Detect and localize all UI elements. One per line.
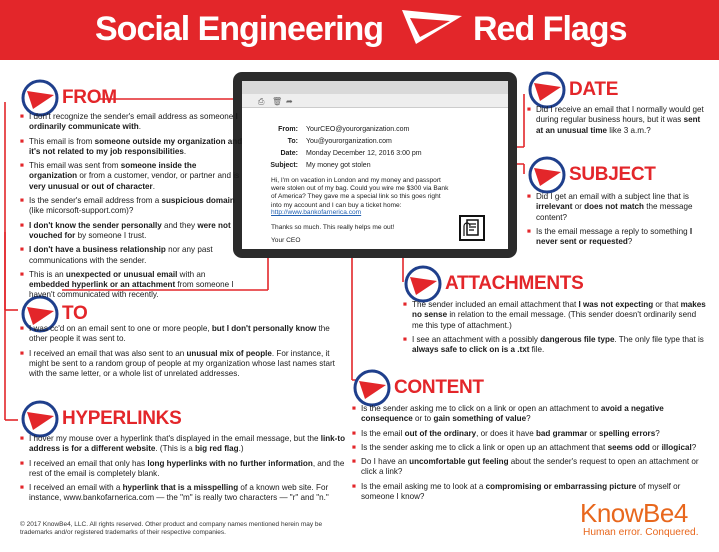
email-titlebar: [242, 81, 508, 94]
item-text: . The only file type that is: [614, 334, 704, 344]
emphasis-text: hyperlink that is a misspelling: [122, 483, 239, 493]
list-item: [20, 483, 350, 504]
to-list: [20, 324, 335, 383]
hyperlinks-list: [20, 434, 350, 508]
item-text: The sender included an email attachment that: [412, 300, 579, 309]
content-list: [352, 404, 708, 506]
item-text: or: [587, 428, 599, 438]
item-text: Is the sender's email address from a: [29, 196, 162, 206]
list-item: [527, 227, 707, 248]
emphasis-text: I don't know the sender personally: [29, 220, 162, 230]
red-flag-circle-icon: [403, 264, 443, 304]
emphasis-text: but I don't personally know: [211, 324, 317, 333]
item-text: or: [572, 202, 585, 212]
item-text: This is an: [29, 269, 66, 279]
item-text: Is the email message a reply to something: [536, 226, 690, 236]
emphasis-text: link-to address is for a different website: [29, 434, 346, 454]
emphasis-text: dangerous file type: [540, 334, 615, 344]
section-header-content: [352, 368, 484, 408]
item-text: nor any past communications with the sender.: [29, 245, 213, 265]
emphasis-text: avoid a negative consequence: [361, 404, 664, 424]
item-text: .: [138, 122, 141, 132]
attachment-document-icon[interactable]: [458, 214, 486, 242]
list-item: [20, 221, 245, 242]
section-title-attachments: ATTACHMENTS: [445, 273, 584, 294]
list-item: [352, 457, 708, 478]
item-text: I see an attachment with a possibly: [412, 334, 541, 344]
list-item: [20, 137, 245, 158]
list-item: [20, 161, 245, 192]
item-text: the message content?: [536, 202, 693, 222]
section-header-hyperlinks: [20, 399, 181, 439]
item-text: .: [152, 181, 155, 191]
email-from-label: From:: [278, 126, 298, 133]
email-body-text: Hi, I'm on vacation in London and my money and passport were stolen out of my bag. Could you wire me $300 via Bank of America? They gave me a special link so this goes right into my account and I can buy a ticket home:: [271, 177, 449, 209]
emphasis-text: someone inside the organization: [29, 161, 197, 181]
item-text: from someone I haven't communicated with recently.: [29, 280, 234, 300]
list-item: [352, 404, 708, 425]
copyright-footer: © 2017 KnowBe4, LLC. All rights reserved. Other product and company names mentioned herein may be trademarks and/or registered trademarks of their respective companies.: [20, 521, 323, 537]
item-text: I received an email that only has: [29, 458, 148, 468]
email-hyperlink[interactable]: http://www.bankofarnerica.com: [271, 209, 362, 216]
emphasis-text: uncomfortable gut feeling: [409, 457, 509, 467]
item-text: ?: [691, 442, 697, 452]
emphasis-text: embedded hyperlink or an attachment: [29, 280, 176, 290]
section-title-hyperlinks: HYPERLINKS: [62, 408, 182, 429]
item-text: , and the rest of the email is completely blank.: [29, 458, 345, 478]
red-flag-circle-icon: [527, 155, 567, 195]
list-item: [20, 196, 245, 217]
section-title-subject: SUBJECT: [569, 164, 656, 185]
emphasis-text: big red flag: [194, 444, 239, 454]
item-text: .: [183, 146, 187, 156]
emphasis-text: spelling errors: [598, 428, 656, 438]
list-item: [352, 429, 708, 439]
item-text: of a known web site. For instance, www.bankofarnerica.com — the "m" is really two characters — "r" and "n.": [29, 483, 329, 503]
list-item: [20, 324, 335, 345]
email-date-value: Monday December 12, 2016 3:00 pm: [306, 150, 422, 157]
item-text: of myself or someone I know?: [361, 481, 681, 502]
list-item: [20, 270, 245, 301]
section-title-to: TO: [62, 303, 88, 324]
item-text: and they: [161, 220, 198, 230]
emphasis-text: always safe to click on is a .txt: [412, 345, 530, 355]
email-date-label: Date:: [280, 150, 298, 157]
item-text: . (This is a: [155, 444, 195, 454]
emphasis-text: illogical: [661, 442, 692, 452]
list-item: [20, 349, 335, 380]
email-signature: Your CEO: [271, 237, 301, 244]
list-item: [527, 105, 707, 136]
list-item: [403, 300, 708, 331]
item-text: file.: [529, 345, 545, 355]
emphasis-text: suspicious domain: [161, 196, 235, 206]
emphasis-text: does not match: [584, 202, 644, 212]
emphasis-text: seems odd: [607, 442, 650, 452]
item-text: This email was sent from: [29, 161, 121, 171]
emphasis-text: were not vouched for: [29, 220, 231, 240]
emphasis-text: I don't have a business relationship: [29, 245, 166, 255]
item-text: , or does it have: [476, 428, 536, 438]
section-header-attachments: [403, 264, 583, 304]
item-text: Is the email: [361, 428, 405, 438]
emphasis-text: unusual mix of people: [186, 348, 272, 358]
brand-logo: KnowBe4: [580, 498, 688, 528]
emphasis-text: sent at an unusual time: [536, 115, 701, 135]
item-text: or to: [412, 414, 434, 424]
emphasis-text: I never sent or requested: [536, 226, 693, 247]
list-item: [403, 335, 708, 356]
emphasis-text: I was not expecting: [578, 300, 654, 309]
print-icon[interactable]: ⎙: [258, 97, 265, 106]
emphasis-text: out of the ordinary: [404, 428, 477, 438]
item-text: or from a customer, vendor, or partner and is: [77, 171, 240, 181]
list-item: [20, 112, 245, 133]
list-item: [20, 459, 350, 480]
brand-tagline: Human error. Conquered.: [583, 527, 699, 538]
page-title-right: Red Flags: [473, 10, 627, 48]
item-text: I was cc'd on an email sent to one or more people,: [29, 324, 212, 333]
emphasis-text: someone outside my organization and it's not related to my job responsibilities: [29, 136, 243, 156]
list-item: [527, 192, 707, 223]
emphasis-text: compromising or embarrassing picture: [485, 481, 637, 491]
item-text: .): [238, 444, 244, 454]
item-text: Did I get an email with a subject line that is: [536, 192, 689, 201]
emphasis-text: makes no sense: [412, 300, 706, 320]
item-text: ?: [526, 414, 531, 424]
item-text: in relation to the email message. (This sender doesn't ordinarily send me this type of attachment.): [412, 310, 697, 330]
red-flag-circle-icon: [527, 70, 567, 110]
from-list: [20, 112, 245, 305]
list-item: [20, 434, 350, 455]
forward-icon[interactable]: ➦: [286, 97, 293, 106]
section-title-content: CONTENT: [394, 377, 484, 398]
emphasis-text: unexpected or unusual email: [65, 269, 178, 279]
email-to-label: To:: [287, 138, 298, 145]
item-text: Is the email asking me to look at a: [361, 481, 486, 491]
emphasis-text: very unusual or out of character: [29, 181, 153, 191]
email-thanks-text: Thanks so much. This really helps me out!: [271, 224, 395, 231]
item-text: like 3 a.m.?: [607, 125, 651, 135]
item-text: (like micorsoft-support.com)?: [29, 206, 134, 216]
red-flag-logo-icon: [398, 6, 466, 48]
email-subject-label: Subject:: [270, 162, 298, 169]
section-header-subject: [527, 155, 656, 195]
item-text: or that: [653, 300, 681, 309]
emphasis-text: gain something of value: [433, 414, 527, 424]
emphasis-text: irrelevant: [536, 202, 573, 212]
item-text: the other people it was sent to.: [29, 324, 330, 344]
red-flag-circle-icon: [352, 368, 392, 408]
item-text: I hover my mouse over a hyperlink that's displayed in the email message, but the: [29, 434, 321, 443]
item-text: I received an email that was also sent to an: [29, 348, 187, 358]
item-text: This email is from: [29, 136, 95, 146]
item-text: by someone I trust.: [75, 230, 147, 240]
subject-list: [527, 192, 707, 251]
section-title-from: FROM: [62, 87, 117, 108]
item-text: I don't recognize the sender's email address as someone: [29, 112, 236, 121]
item-text: about the sender's request to open an attachment or click a link?: [361, 457, 699, 477]
red-flag-circle-icon: [20, 399, 60, 439]
emphasis-text: long hyperlinks with no further information: [147, 458, 313, 468]
item-text: with an: [177, 269, 206, 279]
email-subject-value: My money got stolen: [306, 162, 371, 169]
item-text: or: [649, 442, 662, 452]
item-text: Do I have an: [361, 457, 410, 467]
item-text: ?: [627, 237, 633, 247]
item-text: Did I receive an email that I normally would get during regular business hours, but it was: [536, 105, 704, 125]
emphasis-text: bad grammar: [535, 428, 588, 438]
item-text: Is the sender asking me to click a link or open up an attachment that: [361, 442, 608, 452]
list-item: [352, 443, 708, 453]
item-text: I received an email with a: [29, 483, 123, 493]
page-title-left: Social Engineering: [95, 10, 384, 48]
email-from-value: YourCEO@yourorganization.com: [306, 126, 410, 133]
attachments-list: [403, 300, 708, 359]
item-text: Is the sender asking me to click on a link or open an attachment to: [361, 404, 601, 413]
section-title-date: DATE: [569, 79, 619, 100]
item-text: ?: [655, 428, 660, 438]
section-header-date: [527, 70, 618, 110]
trash-icon[interactable]: 🗑: [272, 97, 283, 106]
date-list: [527, 105, 707, 140]
list-item: [20, 245, 245, 266]
emphasis-text: I ordinarily communicate with: [29, 112, 238, 132]
item-text: . For instance, it might be sent to a random group of people at my organization whose last names start with the same letter, or a whole list of unrelated addresses.: [29, 348, 335, 379]
email-to-value: You@yourorganization.com: [306, 138, 392, 145]
